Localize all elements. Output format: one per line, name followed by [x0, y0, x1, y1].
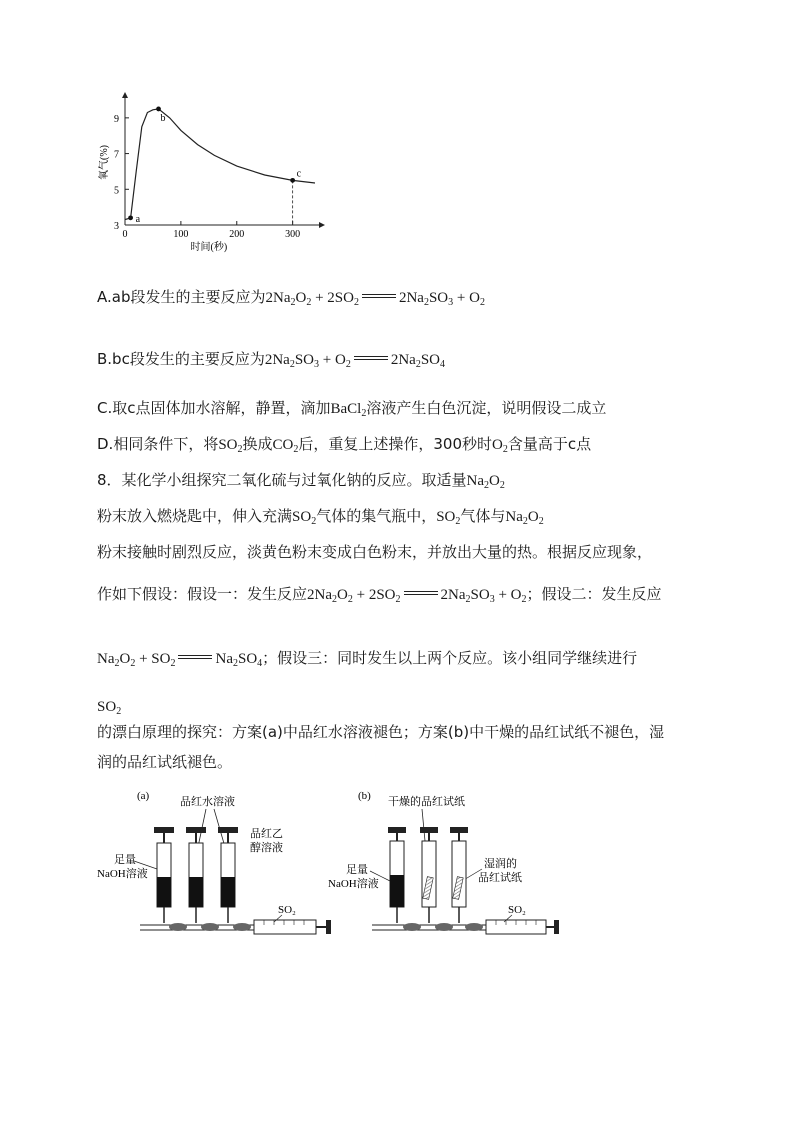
- q8-chem-so2-b: $SO_2$: [436, 509, 461, 527]
- q8-chem-so2-a: $SO_2$: [292, 509, 317, 527]
- y-tick-label: 5: [114, 185, 119, 197]
- q8-line-4: [97, 583, 662, 611]
- syringe-a1: [154, 827, 174, 923]
- option-b-text: B.bc段发生的主要反应为: [97, 350, 265, 368]
- option-d-suffix: 含量高于c点: [507, 435, 592, 453]
- point-label-c: c: [296, 168, 302, 180]
- option-b: [97, 348, 445, 376]
- q8-text-1: 8．某化学小组探究二氧化硫与过氧化钠的反应。取适量: [97, 471, 467, 489]
- q8-text-4a: 作如下假设：假设一：发生反应: [97, 585, 308, 603]
- option-d-chem1: $SO_2$: [218, 437, 243, 455]
- q8-line-3: [97, 541, 652, 563]
- q8-line-1: [97, 469, 505, 497]
- option-a: [97, 286, 485, 314]
- y-axis-label: 氧气(%): [99, 145, 110, 180]
- x-tick-label: 0: [122, 229, 128, 240]
- point-label-b: b: [160, 112, 166, 124]
- option-d-mid1: 换成: [242, 435, 273, 453]
- label-a-right1: 品红乙: [250, 828, 283, 840]
- label-a-left2: NaOH溶液: [97, 868, 148, 880]
- q8-text-2c: 气体与: [460, 507, 506, 525]
- q8-text-4b: ；假设二：发生反应: [526, 585, 662, 603]
- label-b-so2: SO₂: [508, 904, 526, 916]
- label-a-right2: 醇溶液: [250, 842, 283, 854]
- q8-hypothesis-1-eq: $2Na_2O_2 + 2SO_2$ $2Na_2SO_3 + O_2$: [307, 587, 527, 605]
- option-a-equation: $2Na_2O_2 + 2SO_2$ $2Na_2SO_3 + O_2$: [265, 290, 485, 308]
- point-a: [128, 215, 133, 220]
- x-tick-label: 300: [285, 229, 301, 240]
- y-axis-arrow: [122, 92, 128, 98]
- option-a-text: A.ab段发生的主要反应为: [97, 288, 266, 306]
- option-c-chem: BaCl$_2$: [330, 401, 367, 419]
- chart-plot-area: [97, 92, 325, 253]
- label-b: (b): [358, 790, 371, 802]
- q8-text-2a: 粉末放入燃烧匙中，伸入充满: [97, 507, 293, 525]
- x-axis-arrow: [319, 222, 325, 228]
- so2-syringe-a: [254, 904, 331, 934]
- q8-line-7: [97, 721, 664, 743]
- point-b: [156, 107, 161, 112]
- option-b-equation: $2Na_2SO_3 + O_2$ $2Na_2SO_4$: [264, 352, 445, 370]
- q8-hypothesis-2-eq: $Na_2O_2 + SO_2$ $Na_2SO_4$: [97, 651, 263, 669]
- syringe-b2: [420, 827, 438, 923]
- q8-chem-na2o2: $Na_2O_2$: [466, 473, 505, 491]
- syringe-a3: [218, 827, 238, 923]
- option-d-chem2: $CO_2$: [272, 437, 299, 455]
- option-d-prefix: D.相同条件下，将: [97, 435, 219, 453]
- point-label-a: a: [135, 213, 141, 225]
- syringe-a2: [186, 827, 206, 923]
- label-b-right1: 湿润的: [484, 858, 517, 870]
- series-line: [125, 109, 315, 220]
- label-a-top: 品红水溶液: [180, 796, 235, 808]
- y-tick-label: 9: [114, 113, 119, 125]
- label-b-top: 干燥的品红试纸: [388, 796, 465, 808]
- q8-line-6: [97, 695, 121, 723]
- apparatus-diagram: [97, 785, 570, 945]
- option-d: [97, 433, 591, 461]
- label-a: (a): [137, 790, 150, 802]
- label-a-so2: SO₂: [278, 904, 296, 916]
- q8-line-2: [97, 505, 544, 533]
- apparatus-a: [97, 790, 331, 934]
- q8-text-2b: 气体的集气瓶中，: [316, 507, 437, 525]
- q8-chem-so2-c: $SO_2$: [97, 699, 122, 717]
- x-axis-label: 时间(秒): [190, 242, 228, 253]
- q8-text-3: 粉末接触时剧烈反应，淡黄色粉末变成白色粉末，并放出大量的热。根据反应现象，: [97, 543, 653, 561]
- label-a-left1: 足量: [114, 854, 136, 866]
- q8-chem-na2o2-b: $Na_2O_2$: [505, 509, 544, 527]
- q8-text-7: 的漂白原理的探究：方案(a)中品红水溶液褪色；方案(b)中干燥的品红试纸不褪色，湿: [97, 723, 665, 741]
- q8-text-5b: ；假设三：同时发生以上两个反应。该小组同学继续进行: [262, 649, 638, 667]
- point-c: [290, 178, 295, 183]
- option-c: [97, 397, 606, 425]
- option-d-chem3: $O_2$: [492, 437, 508, 455]
- y-tick-label: 3: [114, 221, 119, 232]
- q8-line-5: [97, 647, 637, 675]
- syringe-b1: [388, 827, 406, 923]
- so2-syringe-b: [486, 904, 559, 934]
- label-b-right2: 品红试纸: [478, 872, 522, 884]
- option-d-mid2: 后，重复上述操作，300秒时: [298, 435, 493, 453]
- oxygen-time-chart: [95, 95, 335, 265]
- q8-text-8: 润的品红试纸褪色。: [97, 753, 233, 771]
- option-c-suffix: 溶液产生白色沉淀，说明假设二成立: [366, 399, 607, 417]
- label-b-left1: 足量: [346, 864, 368, 876]
- q8-line-8: [97, 751, 232, 773]
- x-tick-label: 100: [173, 229, 189, 240]
- label-b-left2: NaOH溶液: [328, 878, 379, 890]
- syringe-b3: [450, 827, 468, 923]
- option-c-prefix: C.取c点固体加水溶解，静置，滴加: [97, 399, 331, 417]
- apparatus-b: [328, 790, 559, 934]
- y-tick-label: 7: [114, 149, 119, 161]
- x-tick-label: 200: [229, 229, 245, 240]
